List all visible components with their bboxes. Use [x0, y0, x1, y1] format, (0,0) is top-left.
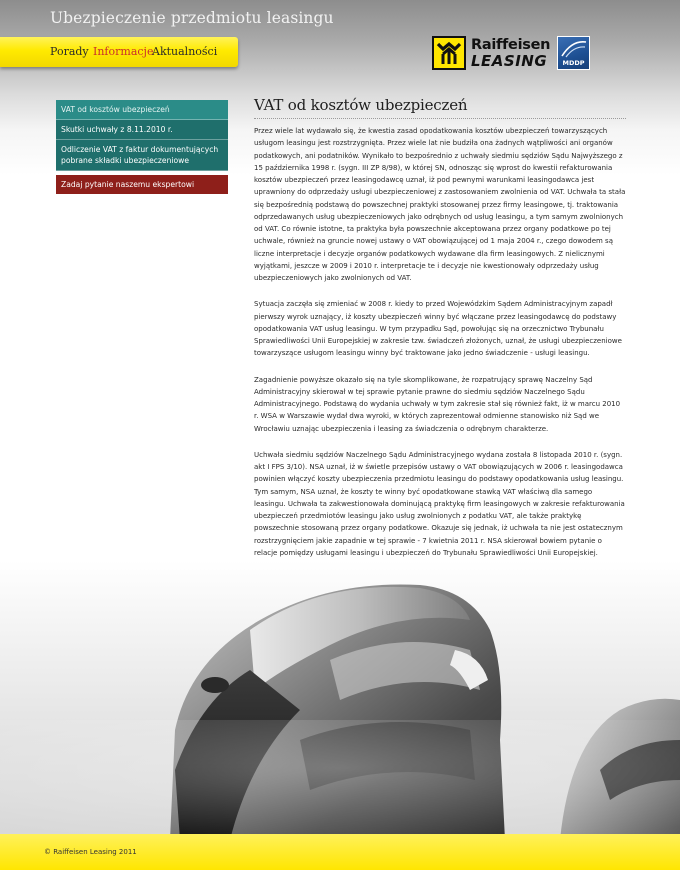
mddp-badge: [557, 36, 590, 70]
article-paragraph: Przez wiele lat wydawało się, że kwestia zasad opodatkowania kosztów ubezpieczeń towarzyszących usługom leasingu jest rozstrzygnięta. Przez wiele lat nie budziła ona żadnych wątpliwości ani organów podatkowych, ani podatników. Wynikało to bezpośrednio z uchwały siedmiu sędziów Sądu Najwyższego z 15 października 1998 r. (sygn. III ZP 8/98), w której SN, odnosząc się wprost do kwestii refakturowania kosztów ubezpieczeń przez leasingodawcę uznał, iż pod pewnymi warunkami leasingodawca jest uprawniony do odprzedaży usługi ubezpieczeniowej z zastosowaniem zwolnienia od VAT. Uchwała ta stała się bezpośrednią podstawą do powszechnej praktyki stosowanej przez firmy leasingowe, tj. traktowania odprzedawanych usług ubezpieczeniowych jako odrębnych od usług leasingu, a tym samym zwolnionych od VAT. Co równie istotne, ta praktyka była powszechnie akceptowana przez organy podatkowe po tej uchwale, również na gruncie nowej ustawy o VAT obowiązującej od 1 maja 2004 r., czego dowodem są liczne interpretacje i decyzje organów podatkowych wydawane dla firm leasingowych. Z nielicznymi wyjątkami, jeszcze w 2009 i 2010 r. interpretacje te i decyzje nie kwestionowały odprzedaży usług ubezpieczeniowych jako zwolnionych od VAT.: [254, 127, 626, 282]
ask-expert-button[interactable]: Zadaj pytanie naszemu ekspertowi: [56, 175, 228, 194]
nav-item-informacje[interactable]: Informacje: [93, 45, 154, 58]
sidebar-item-skutki-uchwaly[interactable]: Skutki uchwały z 8.11.2010 r.: [56, 120, 228, 140]
mddp-label: MDDP: [562, 59, 585, 67]
title-divider: [254, 118, 626, 119]
nav-item-porady[interactable]: Porady: [50, 45, 89, 58]
logo-text-raiffeisen: Raiffeisen: [471, 37, 551, 53]
nav-item-aktualnosci[interactable]: Aktualności: [152, 45, 218, 58]
article-paragraph: Sytuacja zaczęła się zmieniać w 2008 r. kiedy to przed Wojewódzkim Sądem Administracyjnym zapadł pierwszy wyrok uznający, iż koszty ubezpieczeń winny być włączane przez leasingodawcę do podstawy opodatkowania VAT usług leasingu. W tym przypadku Sąd, powołując się na orzecznictwo Trybunału Sprawiedliwości Unii Europejskiej w zakresie tzw. świadczeń złożonych, uznał, że usługi ubezpieczeniowe towarzyszące usługom leasingu winny być traktowane jako jedno świadczenie - usługi leasingu.: [254, 300, 622, 358]
raiffeisen-leasing-logo[interactable]: [432, 36, 592, 70]
sidebar-menu: [56, 100, 228, 194]
main-nav: [0, 37, 238, 67]
sidebar-item-odliczenie-vat[interactable]: Odliczenie VAT z faktur dokumentujących pobrane składki ubezpieczeniowe: [56, 140, 228, 171]
article-paragraph: Uchwała siedmiu sędziów Naczelnego Sądu Administracyjnego wydana została 8 listopada 2010 r. (sygn. akt I FPS 3/10). NSA uznał, iż w świetle przepisów ustawy o VAT obowiązujących w 2006 r. leasingodawca powinien włączyć koszty ubezpieczenia przedmiotu leasingu do podstawy opodatkowania usług leasingu. Tym samym, NSA uznał, że koszty te winny być opodatkowane stawką VAT właściwą dla samego leasingu. Uchwała ta zakwestionowała dominującą praktykę firm leasingowych w zakresie refakturowania ubezpieczeń przedmiotów leasingu jako usług zwolnionych z podatku VAT, ale także praktykę powszechnie stosowaną przez organy podatkowe. Okazuje się jednak, iż uchwała ta nie jest ostatecznym rozstrzygnięciem jakie zapadnie w tej sprawie - 7 kwietnia 2011 r. NSA skierował bowiem pytanie o relacje pomiędzy usługami leasingu i ubezpieczeń do Trybunału Sprawiedliwości Unii Europejskiej.: [254, 450, 625, 557]
article-title: VAT od kosztów ubezpieczeń: [254, 96, 468, 114]
sidebar-item-vat-od-kosztow[interactable]: VAT od kosztów ubezpieczeń: [56, 100, 228, 120]
copyright-text: © Raiffeisen Leasing 2011: [44, 848, 137, 856]
car-illustration: [0, 540, 680, 840]
article-paragraph: Zagadnienie powyższe okazało się na tyle skomplikowane, że rozpatrujący sprawę Naczelny Sąd Administracyjny skierował w tej sprawie pytanie prawne do siedmiu sędziów Naczelnego Sądu Administracyjnego. Podstawą do wydania uchwały w tym zakresie stał się również fakt, iż w marcu 2010 r. WSA w Warszawie wydał dwa wyroki, w których zaprezentował odmienne stanowisko niż Sąd we Wrocławiu uznając ubezpieczenia i leasing za świadczenia o odrębnym charakterze.: [254, 375, 621, 433]
footer: [0, 834, 680, 870]
site-title: Ubezpieczenie przedmiotu leasingu: [50, 9, 334, 27]
mddp-swoosh-icon: [558, 38, 589, 60]
logo-text-leasing: LEASING: [471, 52, 548, 70]
article-body: [254, 125, 626, 573]
raiffeisen-gable-icon: [432, 36, 466, 70]
